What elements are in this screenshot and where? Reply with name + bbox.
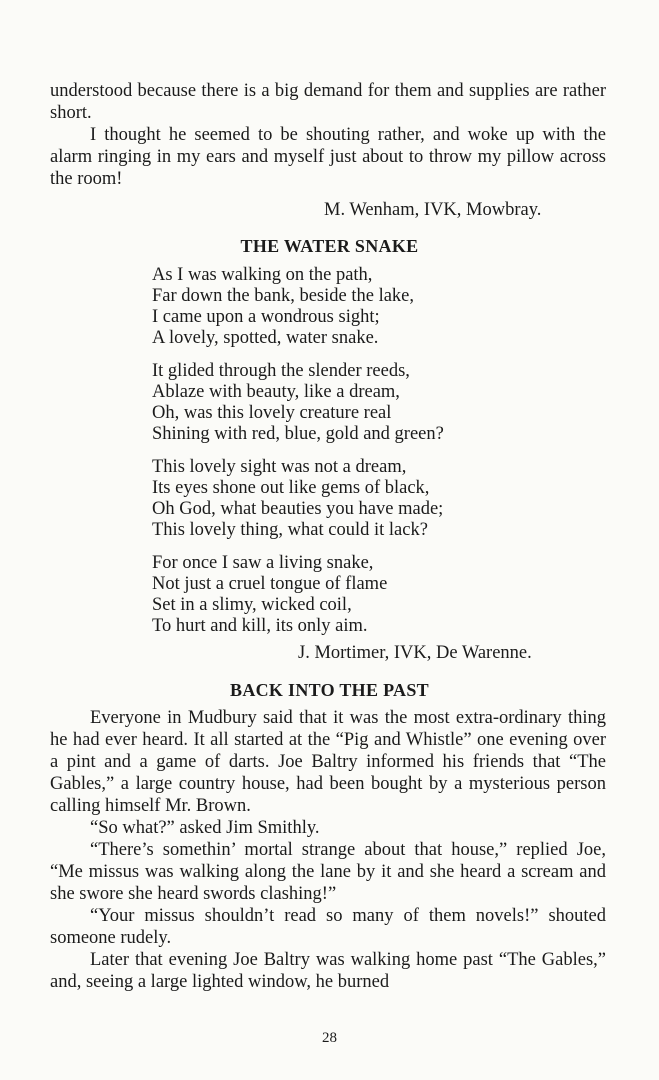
- story-paragraph: Everyone in Mudbury said that it was the most extra-ordinary thing he had ever heard. It all started at the “Pig and Whistle” one evening over a pint and a game of darts. Joe Baltry informed his friends that “The Gables,” a large country house, had been bought by a mysterious person calling himself Mr. Brown.: [50, 708, 606, 816]
- poem-line: Oh, was this lovely creature real: [152, 403, 392, 423]
- poem-line: For once I saw a living snake,: [152, 553, 374, 573]
- poem: [152, 265, 532, 649]
- poem-line: This lovely thing, what could it lack?: [152, 520, 428, 540]
- poem-stanza: [152, 457, 532, 541]
- story-paragraph: Later that evening Joe Baltry was walking home past “The Gables,” and, seeing a large lighted window, he burned: [50, 950, 606, 992]
- poem-line: This lovely sight was not a dream,: [152, 457, 407, 477]
- poem-line: Its eyes shone out like gems of black,: [152, 478, 430, 498]
- story-title: BACK INTO THE PAST: [230, 680, 429, 700]
- article-paragraph: understood because there is a big demand for them and supplies are rather short.: [50, 81, 606, 123]
- poem-line: A lovely, spotted, water snake.: [152, 328, 379, 348]
- poem-line: As I was walking on the path,: [152, 265, 373, 285]
- poem-line: Ablaze with beauty, like a dream,: [152, 382, 400, 402]
- poem-stanza: [152, 265, 532, 349]
- poem-line: Not just a cruel tongue of flame: [152, 574, 388, 594]
- poem-title: THE WATER SNAKE: [240, 236, 419, 256]
- story-paragraph: “Your missus shouldn’t read so many of them novels!” shouted someone rudely.: [50, 906, 606, 948]
- poem-line: Shining with red, blue, gold and green?: [152, 424, 444, 444]
- article-text: [50, 80, 606, 190]
- poem-stanza: [152, 553, 532, 637]
- poem-byline: J. Mortimer, IVK, De Warenne.: [298, 643, 532, 663]
- story-paragraph: “So what?” asked Jim Smithly.: [90, 818, 320, 838]
- poem-line: Far down the bank, beside the lake,: [152, 286, 415, 306]
- poem-stanza: [152, 361, 532, 445]
- story-text: [50, 707, 606, 993]
- poem-line: Oh God, what beauties you have made;: [152, 499, 444, 519]
- article-byline: M. Wenham, IVK, Mowbray.: [324, 200, 542, 220]
- poem-line: Set in a slimy, wicked coil,: [152, 595, 352, 615]
- poem-line: To hurt and kill, its only aim.: [152, 616, 368, 636]
- page-number: 28: [322, 1030, 337, 1046]
- article-paragraph: I thought he seemed to be shouting rather, and woke up with the alarm ringing in my ears and myself just about to throw my pillow across the room!: [50, 125, 606, 189]
- story-paragraph: “There’s somethin’ mortal strange about that house,” replied Joe, “Me missus was walking along the lane by it and she heard a scream and she swore she heard swords clashing!”: [50, 840, 606, 904]
- poem-line: I came upon a wondrous sight;: [152, 307, 380, 327]
- poem-line: It glided through the slender reeds,: [152, 361, 410, 381]
